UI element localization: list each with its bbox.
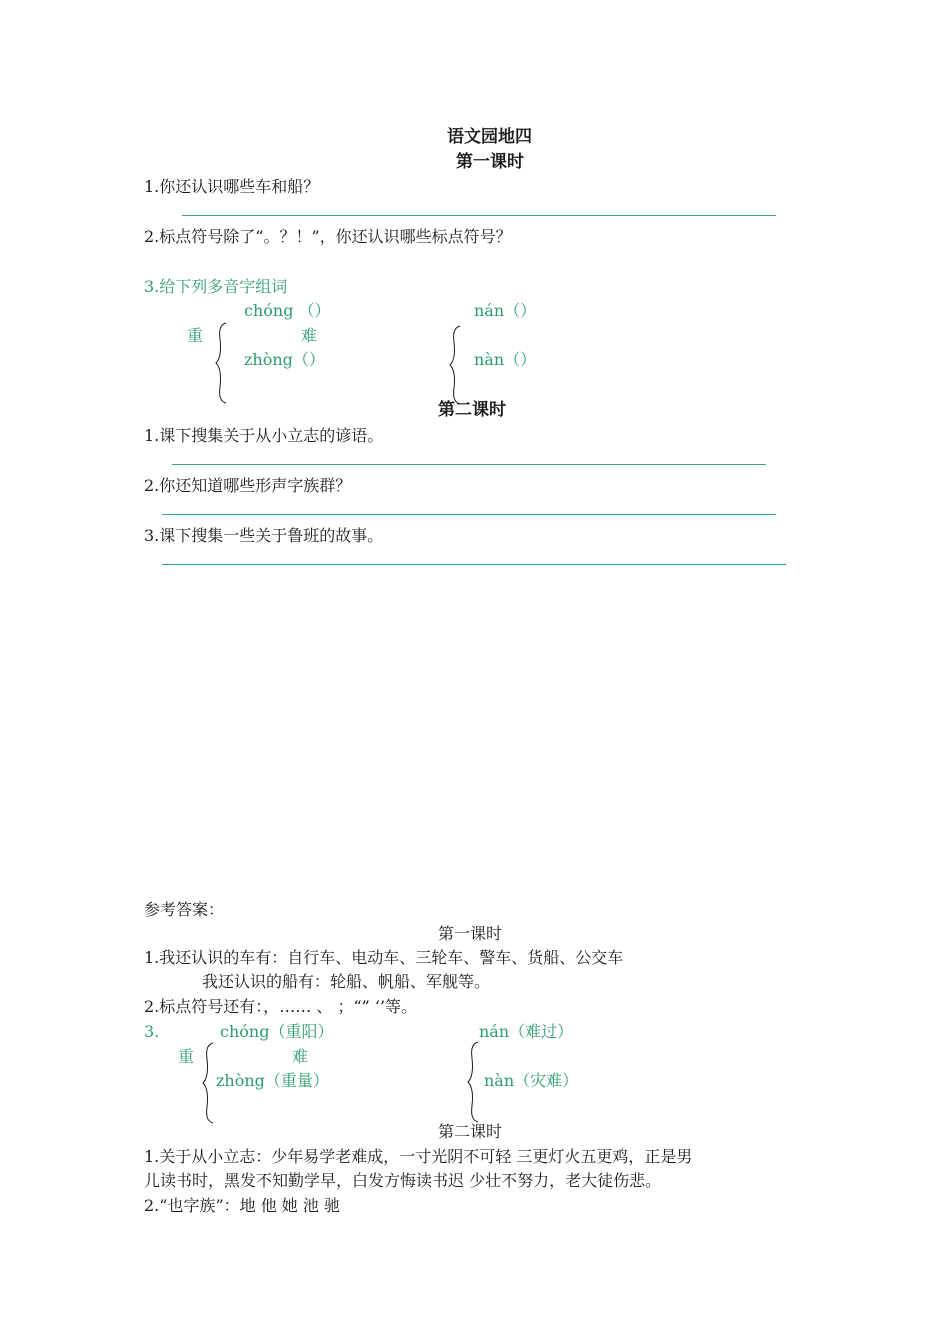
lesson2-question-3: 3.课下搜集一些关于鲁班的故事。 — [144, 526, 384, 545]
answer-1-line-1: 1.我还认识的车有：自行车、电动车、三轮车、警车、货船、公交车 — [144, 948, 624, 967]
answer-b2: 2.“也字族”：地 他 她 池 驰 — [144, 1196, 340, 1215]
answer-2: 2.标点符号还有：，…… 、 ；“” ‘’等。 — [144, 997, 418, 1016]
answer-line-1[interactable] — [182, 215, 776, 216]
answer-3-number: 3. — [144, 1022, 160, 1041]
answer-line-3[interactable] — [162, 514, 776, 515]
page-title: 语文园地四 — [447, 127, 532, 147]
answer-nan-reading-1: nán（难过） — [479, 1022, 574, 1041]
answers-lesson1-heading: 第一课时 — [438, 924, 503, 943]
answer-b1-line-2: 儿读书时，黑发不知勤学早，白发方悔读书迟 少壮不努力，老大徒伤悲。 — [144, 1171, 662, 1190]
answers-label: 参考答案： — [144, 900, 225, 919]
answer-nan-brace-icon — [468, 1042, 482, 1122]
lesson2-heading: 第二课时 — [438, 400, 506, 420]
lesson2-question-2: 2.你还知道哪些形声字族群？ — [144, 476, 352, 495]
answer-line-2[interactable] — [172, 464, 766, 465]
question-1: 1.你还认识哪些车和船？ — [144, 177, 320, 196]
answers-lesson2-heading: 第二课时 — [438, 1122, 503, 1141]
question-2: 2.标点符号除了“。？！”，你还认识哪些标点符号？ — [144, 227, 512, 246]
nan-reading-1: nán（） — [474, 301, 537, 320]
nan-reading-2: nàn（） — [474, 350, 537, 369]
answer-1-line-2: 我还认识的船有：轮船、帆船、军舰等。 — [202, 972, 491, 991]
lesson2-question-1: 1.课下搜集关于从小立志的谚语。 — [144, 426, 384, 445]
nan-brace-icon — [450, 326, 466, 404]
answer-nan-reading-2: nàn（灾难） — [484, 1071, 579, 1090]
answer-zhong-reading-2: zhòng（重量） — [216, 1071, 329, 1090]
answer-zhong-brace-icon — [203, 1043, 217, 1123]
zhong-reading-1: chóng （） — [244, 301, 331, 320]
zhong-reading-2: zhòng（） — [244, 350, 325, 369]
answer-zhong-char: 重 — [178, 1047, 195, 1066]
nan-char: 难 — [301, 326, 318, 345]
zhong-char: 重 — [187, 326, 204, 345]
answer-line-4[interactable] — [162, 564, 786, 565]
lesson1-heading: 第一课时 — [456, 152, 524, 172]
answer-nan-char: 难 — [292, 1047, 309, 1066]
answer-b1-line-1: 1.关于从小立志：少年易学老难成，一寸光阴不可轻 三更灯火五更鸡，正是男 — [144, 1147, 693, 1166]
answer-zhong-reading-1: chóng（重阳） — [220, 1022, 334, 1041]
zhong-brace-icon — [216, 323, 232, 403]
question-3: 3.给下列多音字组词 — [144, 277, 288, 296]
